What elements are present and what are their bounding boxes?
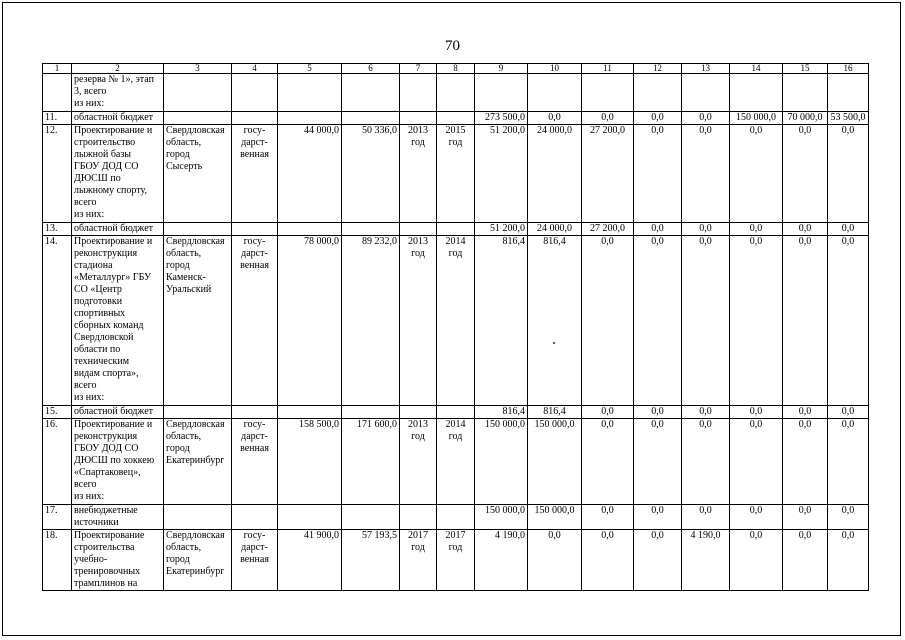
table-row (43, 236, 869, 406)
year-value-cell-text: 816,4 (543, 236, 566, 247)
year-value-cell (828, 505, 869, 530)
year-value-cell (634, 223, 682, 236)
cost-cell-text: 89 232,0 (362, 236, 397, 247)
location-cell (164, 74, 232, 112)
year-value-cell-text: 0,0 (651, 125, 664, 136)
scan-speck (553, 342, 555, 344)
year-value-cell-text: 0,0 (841, 530, 855, 541)
row-number-cell-text: 13. (45, 223, 58, 234)
end-year-cell (437, 223, 475, 236)
start-year-cell (400, 74, 437, 112)
table-row (43, 419, 869, 505)
column-header: 5 (278, 64, 342, 74)
year-value-cell-text: 150 000,0 (736, 112, 776, 123)
year-value-cell (634, 505, 682, 530)
cost-cell (342, 74, 400, 112)
year-value-cell (634, 530, 682, 591)
year-value-cell-text: 0,0 (798, 125, 812, 136)
year-value-cell-text: 0,0 (841, 223, 855, 234)
location-cell-text: Свердловская область, город Сысерть (166, 125, 225, 172)
year-value-cell (730, 505, 783, 530)
column-header: 3 (164, 64, 232, 74)
row-number-cell (43, 406, 72, 419)
item-name-cell-text: Проектирование и реконструкция ГБОУ ДОД СО ДЮСШ по хоккею «Спартаковец», всего из них: (74, 419, 155, 502)
estimated-cost-cell (278, 406, 342, 419)
column-header: 12 (634, 64, 682, 74)
item-name-cell-text: областной бюджет (74, 112, 154, 123)
location-cell-text: Свердловская область, город Екатеринбург (166, 530, 225, 577)
year-value-cell-text: 0,0 (841, 125, 855, 136)
estimated-cost-cell (278, 236, 342, 406)
year-value-cell-text: 27 200,0 (590, 223, 625, 234)
year-value-cell (783, 223, 828, 236)
start-year-cell (400, 505, 437, 530)
total-cell (475, 505, 528, 530)
year-value-cell (783, 406, 828, 419)
start-year-cell-text: 2013 год (408, 236, 428, 259)
item-name-cell-text: областной бюджет (74, 406, 154, 417)
row-number-cell (43, 125, 72, 223)
year-value-cell-text: 0,0 (651, 223, 664, 234)
total-cell (475, 125, 528, 223)
column-header: 11 (582, 64, 634, 74)
total-cell (475, 74, 528, 112)
column-header: 6 (342, 64, 400, 74)
estimated-cost-cell-text: 158 500,0 (299, 419, 339, 430)
table-row (43, 406, 869, 419)
table-row (43, 74, 869, 112)
year-value-cell (730, 223, 783, 236)
start-year-cell-text: 2017 год (408, 530, 428, 553)
year-value-cell (634, 112, 682, 125)
row-number-cell (43, 505, 72, 530)
year-value-cell-text: 0,0 (601, 419, 614, 430)
column-header: 14 (730, 64, 783, 74)
end-year-cell (437, 74, 475, 112)
year-value-cell-text: 0,0 (601, 505, 614, 516)
column-header: 15 (783, 64, 828, 74)
column-header: 4 (232, 64, 278, 74)
year-value-cell-text: 24 000,0 (537, 125, 572, 136)
table-row (43, 125, 869, 223)
item-name-cell-text: Проектирование и строительство лыжной базы ГБОУ ДОД СО ДЮСШ по лыжному спорту, всего из них: (74, 125, 153, 220)
total-cell (475, 112, 528, 125)
year-value-cell (783, 74, 828, 112)
year-value-cell-text: 0,0 (601, 406, 614, 417)
year-value-cell (783, 236, 828, 406)
cost-cell-text: 171 600,0 (357, 419, 397, 430)
year-value-cell-text: 0,0 (798, 406, 812, 417)
year-value-cell-text: 0,0 (798, 505, 812, 516)
location-cell (164, 223, 232, 236)
item-name-cell-text: областной бюджет (74, 223, 154, 234)
year-value-cell-text: 0,0 (699, 223, 712, 234)
cost-cell (342, 419, 400, 505)
start-year-cell (400, 236, 437, 406)
page-number: 70 (445, 38, 460, 54)
year-value-cell (730, 125, 783, 223)
year-value-cell (634, 74, 682, 112)
year-value-cell-text: 0,0 (841, 406, 855, 417)
year-value-cell-text: 0,0 (798, 530, 812, 541)
year-value-cell (828, 406, 869, 419)
end-year-cell (437, 530, 475, 591)
start-year-cell (400, 406, 437, 419)
year-value-cell (582, 236, 634, 406)
end-year-cell-text: 2014 год (445, 236, 466, 259)
year-value-cell (528, 406, 582, 419)
year-value-cell (528, 505, 582, 530)
total-cell (475, 530, 528, 591)
total-cell-text: 51 200,0 (490, 125, 525, 136)
estimated-cost-cell (278, 125, 342, 223)
investment-table (42, 63, 869, 591)
year-value-cell (682, 530, 730, 591)
year-value-cell (634, 236, 682, 406)
year-value-cell (730, 112, 783, 125)
item-name-cell (72, 112, 164, 125)
cost-cell-text: 50 336,0 (362, 125, 397, 136)
year-value-cell (528, 530, 582, 591)
year-value-cell-text: 0,0 (749, 419, 763, 430)
item-name-cell (72, 530, 164, 591)
item-name-cell (72, 236, 164, 406)
year-value-cell-text: 0,0 (601, 236, 614, 247)
total-cell (475, 223, 528, 236)
year-value-cell (528, 223, 582, 236)
year-value-cell (582, 125, 634, 223)
row-number-cell-text: 18. (45, 530, 58, 541)
total-cell-text: 51 200,0 (490, 223, 525, 234)
item-name-cell-text: Проектирование и реконструкция стадиона «Металлург» ГБУ СО «Центр подготовки спортивных сборных команд Свердловской области по техническим видам спорта», всего из них: (74, 236, 153, 403)
year-value-cell (682, 419, 730, 505)
location-cell (164, 236, 232, 406)
year-value-cell (682, 74, 730, 112)
column-header: 1 (43, 64, 72, 74)
year-value-cell-text: 0,0 (749, 505, 763, 516)
cost-cell (342, 406, 400, 419)
year-value-cell (730, 74, 783, 112)
year-value-cell-text: 0,0 (699, 505, 712, 516)
estimated-cost-cell (278, 112, 342, 125)
start-year-cell-text: 2013 год (408, 419, 428, 442)
cost-cell-text: 57 193,5 (362, 530, 397, 541)
row-number-cell-text: 14. (45, 236, 58, 247)
year-value-cell-text: 0,0 (601, 112, 614, 123)
year-value-cell-text: 0,0 (651, 530, 664, 541)
start-year-cell (400, 223, 437, 236)
location-cell-text: Свердловская область, город Каменск- Уральский (166, 236, 225, 295)
year-value-cell-text: 0,0 (548, 530, 561, 541)
column-header: 2 (72, 64, 164, 74)
year-value-cell (528, 236, 582, 406)
cost-cell (342, 505, 400, 530)
row-number-cell-text: 16. (45, 419, 58, 430)
year-value-cell-text: 0,0 (841, 419, 855, 430)
estimated-cost-cell-text: 41 900,0 (304, 530, 339, 541)
year-value-cell (783, 530, 828, 591)
ownership-cell (232, 112, 278, 125)
total-cell-text: 150 000,0 (485, 505, 525, 516)
year-value-cell-text: 4 190,0 (690, 530, 721, 541)
ownership-cell (232, 406, 278, 419)
ownership-cell-text: госу- дарст- венная (240, 419, 269, 454)
year-value-cell (730, 406, 783, 419)
year-value-cell-text: 0,0 (699, 125, 712, 136)
year-value-cell (828, 530, 869, 591)
year-value-cell-text: 0,0 (841, 505, 855, 516)
end-year-cell (437, 112, 475, 125)
year-value-cell-text: 0,0 (699, 112, 712, 123)
ownership-cell (232, 419, 278, 505)
year-value-cell (528, 112, 582, 125)
end-year-cell-text: 2017 год (445, 530, 466, 553)
total-cell (475, 406, 528, 419)
ownership-cell-text: госу- дарст- венная (240, 530, 269, 565)
item-name-cell-text: внебюджетные источники (74, 505, 138, 528)
estimated-cost-cell (278, 530, 342, 591)
row-number-cell-text: 15. (45, 406, 58, 417)
end-year-cell (437, 125, 475, 223)
year-value-cell-text: 0,0 (841, 236, 855, 247)
year-value-cell-text: 0,0 (798, 223, 812, 234)
year-value-cell-text: 0,0 (651, 505, 664, 516)
estimated-cost-cell (278, 223, 342, 236)
ownership-cell (232, 505, 278, 530)
location-cell (164, 406, 232, 419)
start-year-cell (400, 530, 437, 591)
year-value-cell-text: 0,0 (798, 419, 812, 430)
column-header: 7 (400, 64, 437, 74)
location-cell (164, 419, 232, 505)
year-value-cell-text: 0,0 (749, 223, 763, 234)
year-value-cell (582, 223, 634, 236)
end-year-cell (437, 419, 475, 505)
year-value-cell (828, 125, 869, 223)
total-cell-text: 273 500,0 (485, 112, 525, 123)
year-value-cell-text: 0,0 (749, 236, 763, 247)
year-value-cell (634, 406, 682, 419)
year-value-cell (528, 74, 582, 112)
year-value-cell (582, 505, 634, 530)
year-value-cell-text: 0,0 (699, 236, 712, 247)
estimated-cost-cell (278, 419, 342, 505)
start-year-cell (400, 112, 437, 125)
year-value-cell-text: 0,0 (651, 406, 664, 417)
ownership-cell (232, 223, 278, 236)
item-name-cell (72, 223, 164, 236)
year-value-cell (634, 419, 682, 505)
year-value-cell-text: 0,0 (749, 406, 763, 417)
start-year-cell (400, 419, 437, 505)
location-cell (164, 505, 232, 530)
row-number-cell (43, 112, 72, 125)
year-value-cell-text: 0,0 (749, 530, 763, 541)
ownership-cell (232, 74, 278, 112)
year-value-cell-text: 0,0 (699, 419, 712, 430)
total-cell-text: 150 000,0 (485, 419, 525, 430)
year-value-cell-text: 0,0 (651, 419, 664, 430)
year-value-cell-text: 0,0 (699, 406, 712, 417)
year-value-cell (582, 112, 634, 125)
estimated-cost-cell-text: 78 000,0 (304, 236, 339, 247)
row-number-cell-text: 17. (45, 505, 58, 516)
total-cell-text: 816,4 (502, 406, 525, 417)
year-value-cell-text: 0,0 (749, 125, 763, 136)
ownership-cell (232, 236, 278, 406)
item-name-cell (72, 406, 164, 419)
year-value-cell (730, 419, 783, 505)
year-value-cell-text: 0,0 (548, 112, 561, 123)
item-name-cell (72, 419, 164, 505)
year-value-cell-text: 0,0 (798, 236, 812, 247)
item-name-cell-text: резерва № 1», этап 3, всего из них: (74, 74, 154, 109)
location-cell (164, 112, 232, 125)
year-value-cell-text: 0,0 (601, 530, 614, 541)
end-year-cell-text: 2014 год (445, 419, 466, 442)
year-value-cell (783, 419, 828, 505)
year-value-cell-text: 0,0 (651, 236, 664, 247)
total-cell-text: 4 190,0 (495, 530, 525, 541)
ownership-cell-text: госу- дарст- венная (240, 125, 269, 160)
total-cell-text: 816,4 (502, 236, 525, 247)
total-cell (475, 419, 528, 505)
table-row (43, 530, 869, 591)
location-cell (164, 530, 232, 591)
end-year-cell (437, 236, 475, 406)
year-value-cell (828, 223, 869, 236)
row-number-cell (43, 530, 72, 591)
end-year-cell (437, 406, 475, 419)
column-header: 13 (682, 64, 730, 74)
year-value-cell (730, 236, 783, 406)
year-value-cell (828, 236, 869, 406)
total-cell (475, 236, 528, 406)
cost-cell (342, 112, 400, 125)
year-value-cell (682, 125, 730, 223)
year-value-cell-text: 150 000,0 (534, 505, 575, 516)
cost-cell (342, 236, 400, 406)
year-value-cell (582, 530, 634, 591)
year-value-cell (682, 236, 730, 406)
column-header: 8 (437, 64, 475, 74)
year-value-cell (828, 112, 869, 125)
table-row (43, 505, 869, 530)
year-value-cell (828, 74, 869, 112)
year-value-cell-text: 816,4 (543, 406, 566, 417)
cost-cell (342, 125, 400, 223)
row-number-cell (43, 236, 72, 406)
year-value-cell-text: 0,0 (651, 112, 664, 123)
year-value-cell (682, 406, 730, 419)
row-number-cell-text: 12. (45, 125, 58, 136)
year-value-cell-text: 150 000,0 (534, 419, 575, 430)
location-cell-text: Свердловская область, город Екатеринбург (166, 419, 225, 466)
year-value-cell (730, 530, 783, 591)
start-year-cell (400, 125, 437, 223)
year-value-cell (783, 125, 828, 223)
ownership-cell (232, 125, 278, 223)
start-year-cell-text: 2013 год (408, 125, 428, 148)
column-number-row (43, 64, 869, 74)
cost-cell (342, 223, 400, 236)
cost-cell (342, 530, 400, 591)
item-name-cell (72, 74, 164, 112)
ownership-cell-text: госу- дарст- венная (240, 236, 269, 271)
column-header: 10 (528, 64, 582, 74)
estimated-cost-cell (278, 74, 342, 112)
item-name-cell-text: Проектирование строительства учебно- тренировочных трамплинов на (74, 530, 145, 589)
year-value-cell (582, 419, 634, 505)
year-value-cell (682, 223, 730, 236)
table-row (43, 112, 869, 125)
location-cell (164, 125, 232, 223)
estimated-cost-cell (278, 505, 342, 530)
row-number-cell (43, 419, 72, 505)
column-header: 9 (475, 64, 528, 74)
ownership-cell (232, 530, 278, 591)
year-value-cell-text: 27 200,0 (590, 125, 625, 136)
estimated-cost-cell-text: 44 000,0 (304, 125, 339, 136)
end-year-cell (437, 505, 475, 530)
row-number-cell-text: 11. (45, 112, 58, 123)
year-value-cell-text: 70 000,0 (787, 112, 823, 123)
year-value-cell (634, 125, 682, 223)
end-year-cell-text: 2015 год (445, 125, 466, 148)
year-value-cell (828, 419, 869, 505)
year-value-cell (682, 112, 730, 125)
row-number-cell (43, 223, 72, 236)
year-value-cell (528, 125, 582, 223)
year-value-cell (582, 74, 634, 112)
year-value-cell (682, 505, 730, 530)
year-value-cell (528, 419, 582, 505)
item-name-cell (72, 505, 164, 530)
year-value-cell-text: 24 000,0 (537, 223, 572, 234)
item-name-cell (72, 125, 164, 223)
row-number-cell (43, 74, 72, 112)
year-value-cell (783, 505, 828, 530)
year-value-cell (783, 112, 828, 125)
year-value-cell-text: 53 500,0 (830, 112, 866, 123)
column-header: 16 (828, 64, 869, 74)
year-value-cell (582, 406, 634, 419)
table-row (43, 223, 869, 236)
